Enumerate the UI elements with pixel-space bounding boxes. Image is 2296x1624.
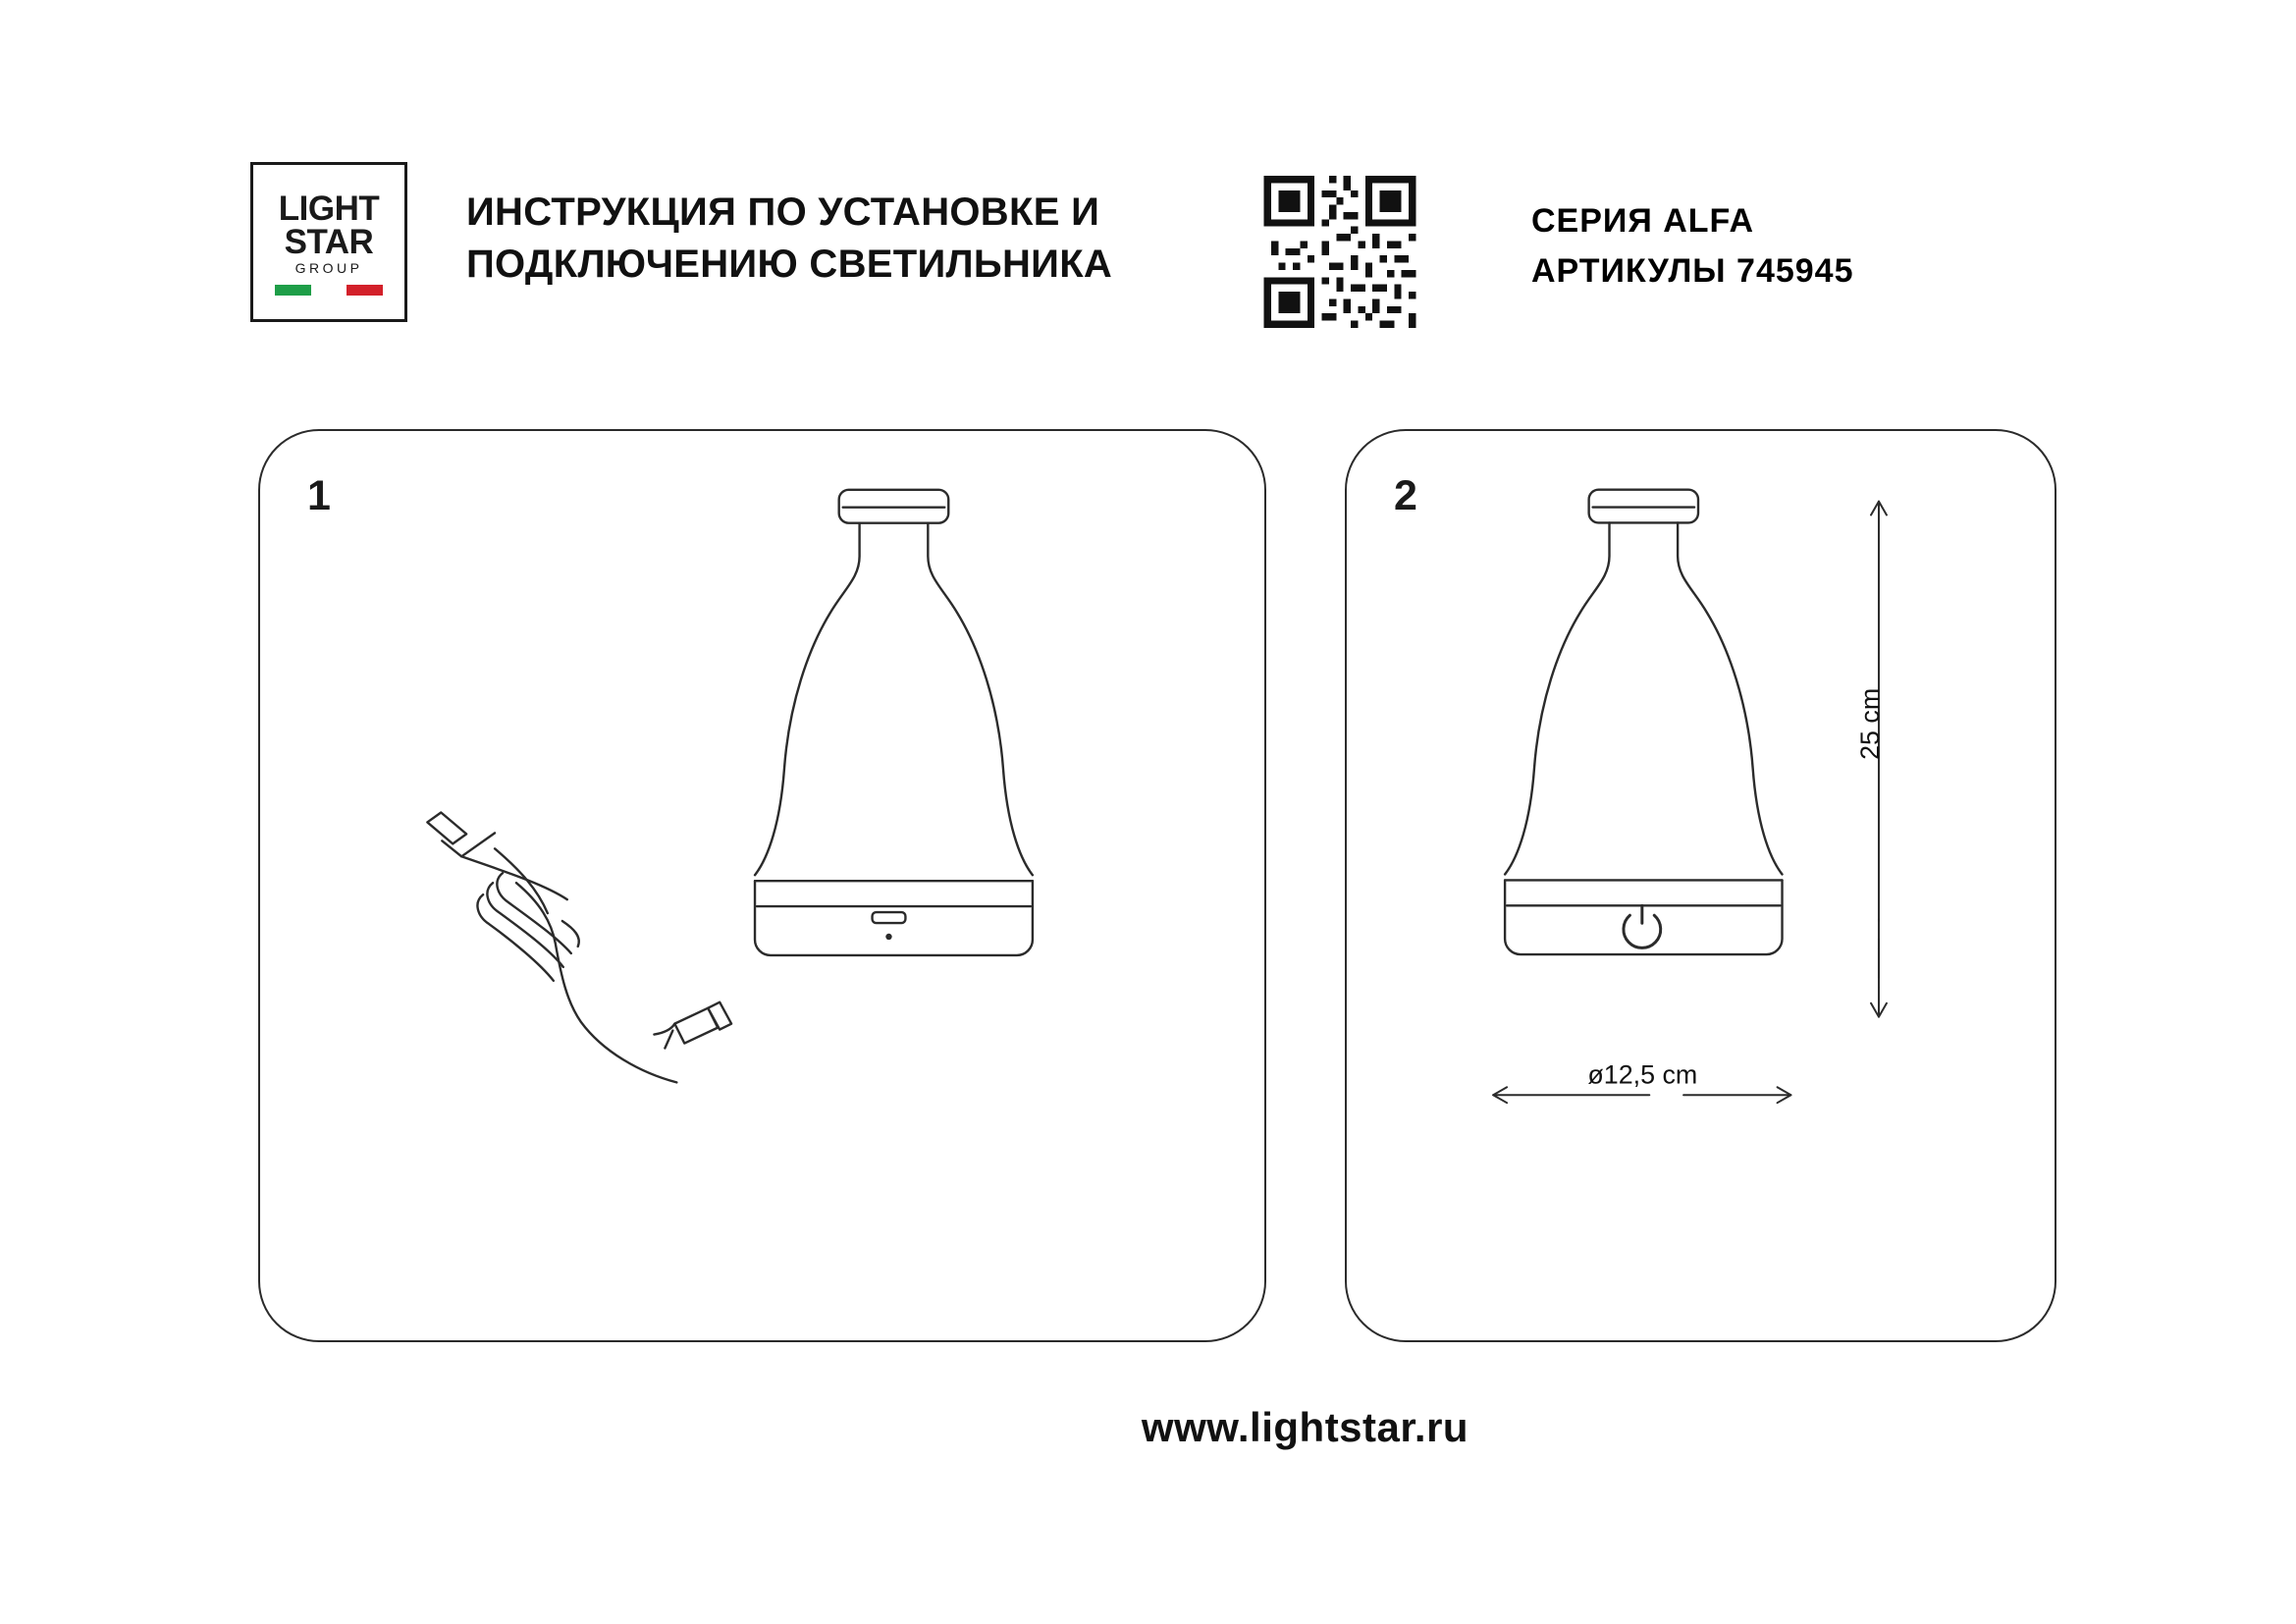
step-1-number: 1 — [307, 472, 331, 519]
diameter-dimension-arrow — [1493, 1087, 1790, 1103]
step-2-panel — [1345, 429, 2056, 1342]
italy-flag-icon — [275, 285, 383, 296]
document-header — [250, 162, 2047, 344]
step-2-illustration — [1347, 431, 2055, 1339]
logo-line-1: LIGHT — [278, 189, 380, 229]
table-lamp-icon — [755, 490, 1033, 955]
step-1-panel — [258, 429, 1266, 1342]
step-1-illustration — [260, 431, 1264, 1340]
logo-line-2: STAR — [284, 222, 374, 261]
article-label: АРТИКУЛЫ 745945 — [1531, 252, 1854, 290]
indicator-led-icon — [885, 934, 891, 940]
page-title: ИНСТРУКЦИЯ ПО УСТАНОВКЕ И ПОДКЛЮЧЕНИЮ СВЕТИЛЬНИКА — [466, 190, 1113, 287]
diameter-dimension-label: ø12,5 cm — [1587, 1059, 1698, 1090]
footer — [0, 1404, 2296, 1451]
power-button-icon — [1624, 905, 1661, 947]
series-label: СЕРИЯ ALFA — [1531, 202, 1754, 240]
qr-code-icon — [1242, 172, 1438, 332]
lightstar-logo — [250, 162, 407, 322]
website-url: www.lightstar.ru — [1141, 1404, 1469, 1450]
table-lamp-icon — [1505, 490, 1782, 954]
logo-group-text: GROUP — [294, 259, 363, 276]
product-info — [1531, 196, 1854, 297]
step-2-number: 2 — [1394, 472, 1417, 519]
usb-cable-icon — [427, 812, 731, 1082]
usb-port-icon — [873, 912, 906, 923]
height-dimension-label: 25 cm — [1854, 687, 1885, 760]
